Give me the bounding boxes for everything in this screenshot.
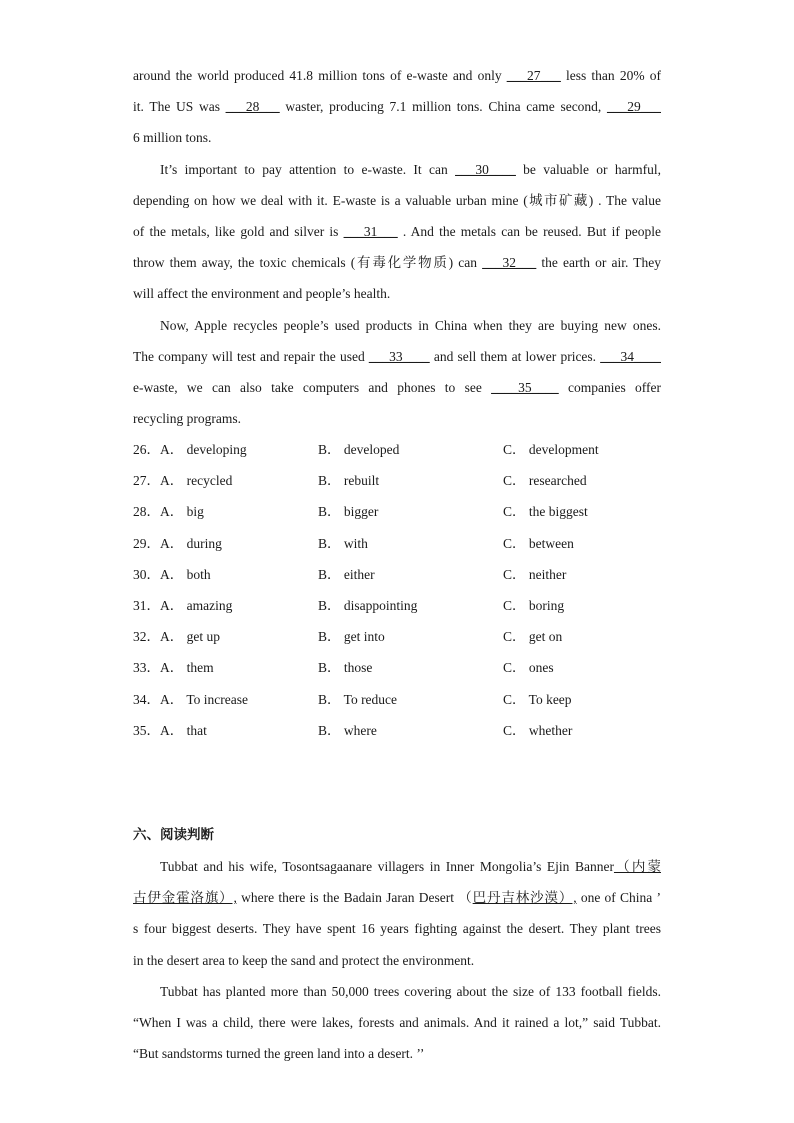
option-b: B． bigger [318,504,379,520]
passage-2-line: s four biggest deserts. They have spent 16 years fighting against the desert. They plant trees [133,921,661,937]
question-number: 32． [133,629,160,645]
question-number: 26． [133,442,160,457]
blank-31: ___31___ [343,223,398,239]
passage-1-line [133,216,661,247]
underlined-text: 巴丹吉林沙漠）, [472,890,577,906]
passage-1-line [133,91,661,122]
option-c: C． development [503,442,599,457]
text-segment: The company will test and repair the used [133,348,369,364]
blank-32: ___32___ [482,255,537,271]
option-a: A． both [160,566,211,582]
blank-35: ____35____ [491,379,559,395]
option-b: B． either [318,566,375,582]
text-segment: around the world produced 41.8 million tons of e-waste and only [133,68,507,83]
option-b: B． To reduce [318,691,398,707]
text-segment: throw them away, the toxic chemicals (有毒化学物质) can [133,255,483,271]
option-c: C． whether [503,722,573,738]
text-segment: one of China ’ [576,890,661,906]
blank-27: ___27___ [506,68,561,83]
passage-1-line [133,372,661,403]
text-segment: companies offer [558,379,661,395]
option-b: B． rebuilt [318,473,380,489]
passage-1-line [133,154,661,185]
option-a: A． amazing [160,597,233,613]
option-a: A． recycled [160,473,233,489]
question-list [133,434,673,746]
option-a: A． To increase [160,691,249,707]
blank-28: ___28___ [225,99,280,115]
passage-2-line: in the desert area to keep the sand and protect the environment. [133,952,475,968]
passage-1-line: 6 million tons. [133,130,212,146]
question-number: 31． [133,597,160,613]
passage-2-line: “But sandstorms turned the green land into a desert. ’’ [133,1046,425,1062]
question-number: 34． [133,691,160,707]
question-number: 33． [133,660,160,676]
blank-30: ___30____ [455,161,516,177]
question-row [133,434,673,465]
text-segment: . And the metals can be reused. But if people [397,223,661,239]
passage-1-line: depending on how we deal with it. E-waste is a valuable urban mine (城市矿藏) . The value [133,192,661,208]
text-segment: the earth or air. They [536,255,661,271]
text-segment: where there is the Badain Jaran Desert （ [236,890,473,906]
option-a: A． them [160,660,214,676]
passage-1-line: Now, Apple recycles people’s used products in China when they are buying new ones. [160,317,661,333]
option-b: B． where [318,722,377,738]
passage-1 [133,60,661,434]
question-row [133,652,673,683]
question-number: 35． [133,722,160,738]
option-c: C． between [503,535,574,551]
question-number: 30． [133,566,160,582]
option-c: C． the biggest [503,504,588,520]
question-row [133,621,673,652]
question-row [133,684,673,715]
passage-1-line [133,60,661,91]
underlined-text: （内蒙 [613,859,661,874]
text-segment: of the metals, like gold and silver is [133,223,344,239]
passage-1-line: recycling programs. [133,411,241,427]
question-row [133,559,673,590]
question-row [133,590,673,621]
question-row [133,465,673,496]
blank-29: ___29___ [607,99,661,115]
option-b: B． developed [318,442,400,457]
question-number: 29． [133,535,160,551]
option-b: B． with [318,535,368,551]
text-segment: it. The US was [133,99,226,115]
option-c: C． ones [503,660,554,676]
underlined-text: 古伊金霍洛旗）, [133,890,237,906]
text-segment: and sell them at lower prices. [429,348,601,364]
option-c: C． researched [503,473,587,489]
text-segment: e-waste, we can also take computers and phones to see [133,379,492,395]
option-a: A． big [160,504,204,520]
passage-2-line: Tubbat has planted more than 50,000 trees covering about the size of 133 football fields. [160,983,661,999]
text-segment: Tubbat and his wife, Tosontsagaanare villagers in Inner Mongolia’s Ejin Banner [160,859,614,874]
blank-33: ___33____ [368,348,430,364]
text-segment: waster, producing 7.1 million tons. China came second, [279,99,607,115]
passage-2-line [133,851,661,882]
text-segment: It’s important to pay attention to e-waste. It can [160,161,456,177]
text-segment: be valuable or harmful, [515,161,661,177]
passage-2-line [133,882,661,913]
question-row [133,715,673,746]
option-a: A． developing [160,442,247,457]
passage-1-line [133,341,661,372]
option-b: B． get into [318,629,385,645]
passage-2-line: “When I was a child, there were lakes, forests and animals. And it rained a lot,” said Tubbat. [133,1014,661,1030]
passage-1-line: will affect the environment and people’s health. [133,286,391,302]
text-segment: less than 20% of [560,68,661,83]
option-b: B． disappointing [318,597,418,613]
option-a: A． that [160,722,207,738]
passage-1-line [133,247,661,278]
blank-34: ___34____ [600,348,661,364]
question-number: 28． [133,504,160,520]
option-c: C． neither [503,566,567,582]
question-row [133,528,673,559]
option-c: C． To keep [503,691,572,707]
question-row [133,496,673,527]
question-number: 27． [133,473,160,489]
option-a: A． get up [160,629,220,645]
section-heading: 六、阅读判断 [133,827,214,843]
option-a: A． during [160,535,222,551]
option-c: C． get on [503,629,563,645]
passage-2 [133,851,661,1069]
option-c: C． boring [503,597,565,613]
option-b: B． those [318,660,373,676]
